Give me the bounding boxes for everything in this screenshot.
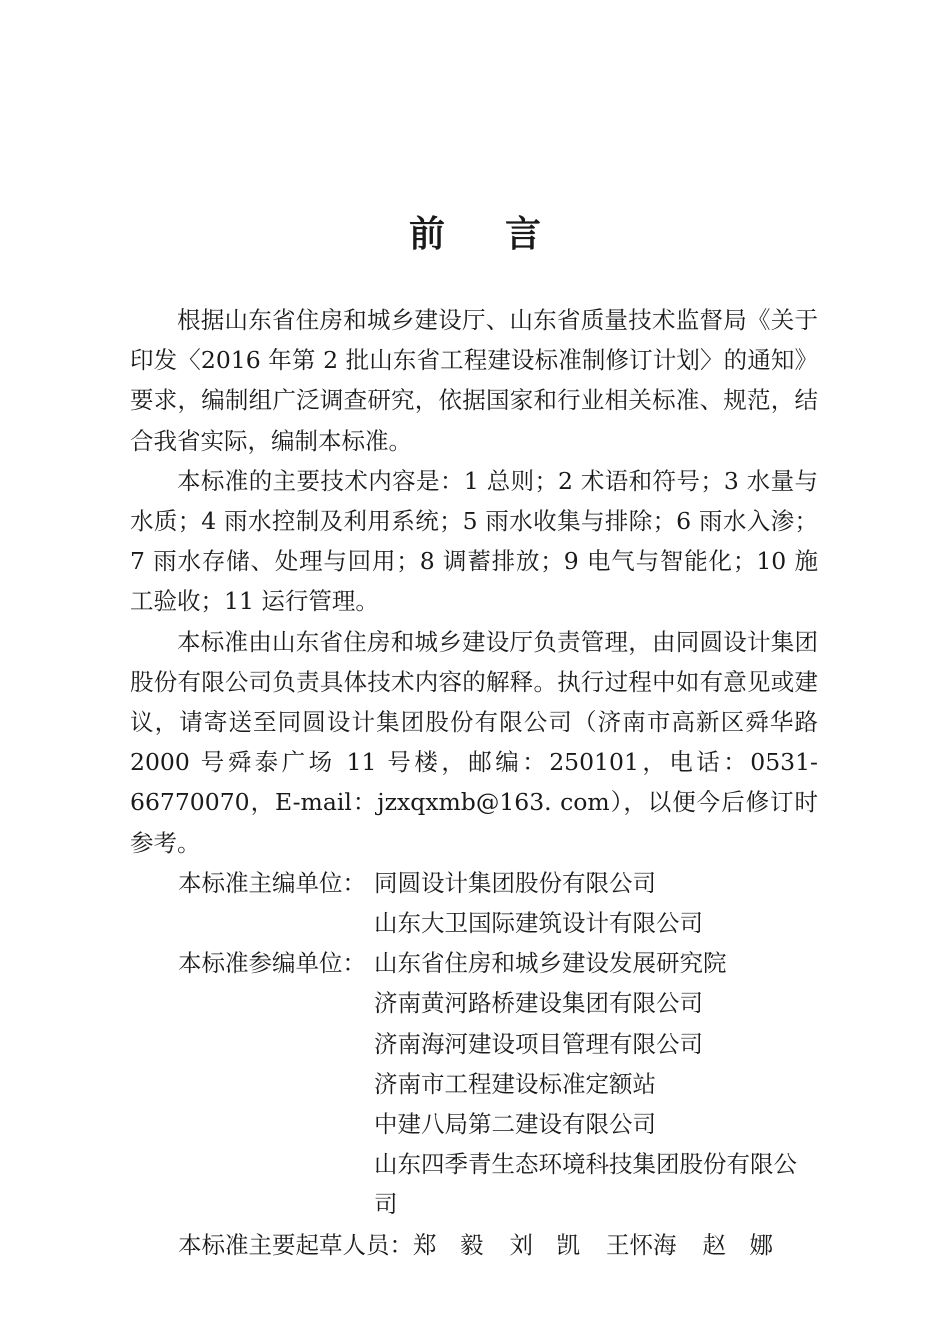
- participating-unit-item: 山东省住房和城乡建设发展研究院: [374, 949, 727, 978]
- drafter-name: 赵 娜: [702, 1230, 773, 1259]
- chief-unit-item: 山东大卫国际建筑设计有限公司: [374, 909, 703, 938]
- chief-units-label: 本标准主编单位：: [178, 868, 366, 897]
- drafters-label: 本标准主要起草人员：: [178, 1230, 413, 1259]
- chief-unit-item: 同圆设计集团股份有限公司: [374, 868, 656, 897]
- paragraph-basis: 根据山东省住房和城乡建设厅、山东省质量技术监督局《关于印发〈2016 年第 2 批山东省工程建设标准制修订计划〉的通知》要求，编制组广泛调查研究，依据国家和行业相关标准、规范，结合我省实际，编制本标准。: [130, 306, 818, 455]
- participating-unit-item: 济南海河建设项目管理有限公司: [374, 1029, 703, 1058]
- preface-body: [130, 300, 818, 1265]
- participating-units-block: [130, 943, 818, 1224]
- participating-unit-item: 济南黄河路桥建设集团有限公司: [374, 989, 703, 1018]
- chief-units-block: [130, 863, 818, 943]
- participating-unit-item: 山东四季青生态环境科技集团股份有限公司: [374, 1150, 797, 1219]
- drafters-names: [413, 1225, 799, 1265]
- participating-units-list: [374, 943, 818, 1224]
- participating-unit-item: 中建八局第二建设有限公司: [374, 1110, 656, 1139]
- page-title: [0, 208, 950, 260]
- title-char-2: 言: [505, 213, 542, 255]
- drafters-block: [130, 1225, 818, 1265]
- chief-units-list: [374, 863, 818, 943]
- participating-unit-item: 济南市工程建设标准定额站: [374, 1069, 656, 1098]
- drafter-name: 刘 凯: [509, 1230, 580, 1259]
- title-char-1: 前: [408, 213, 445, 255]
- participating-units-label: 本标准参编单位：: [178, 949, 366, 978]
- paragraph-management: 本标准由山东省住房和城乡建设厅负责管理，由同圆设计集团股份有限公司负责具体技术内容的解释。执行过程中如有意见或建议，请寄送至同圆设计集团股份有限公司（济南市高新区舜华路 2000 号舜泰广场 11 号楼，邮编：250101，电话：0531-66770070，E-mail：jzxqxmb@163. com），以便今后修订时参考。: [130, 627, 818, 857]
- paragraph-contents: 本标准的主要技术内容是：1 总则；2 术语和符号；3 水量与水质；4 雨水控制及利用系统；5 雨水收集与排除；6 雨水入渗；7 雨水存储、处理与回用；8 调蓄排放；9 电气与智能化；10 施工验收；11 运行管理。: [130, 466, 818, 616]
- drafter-name: 郑 毅: [413, 1230, 484, 1259]
- drafter-name: 王怀海: [606, 1230, 677, 1259]
